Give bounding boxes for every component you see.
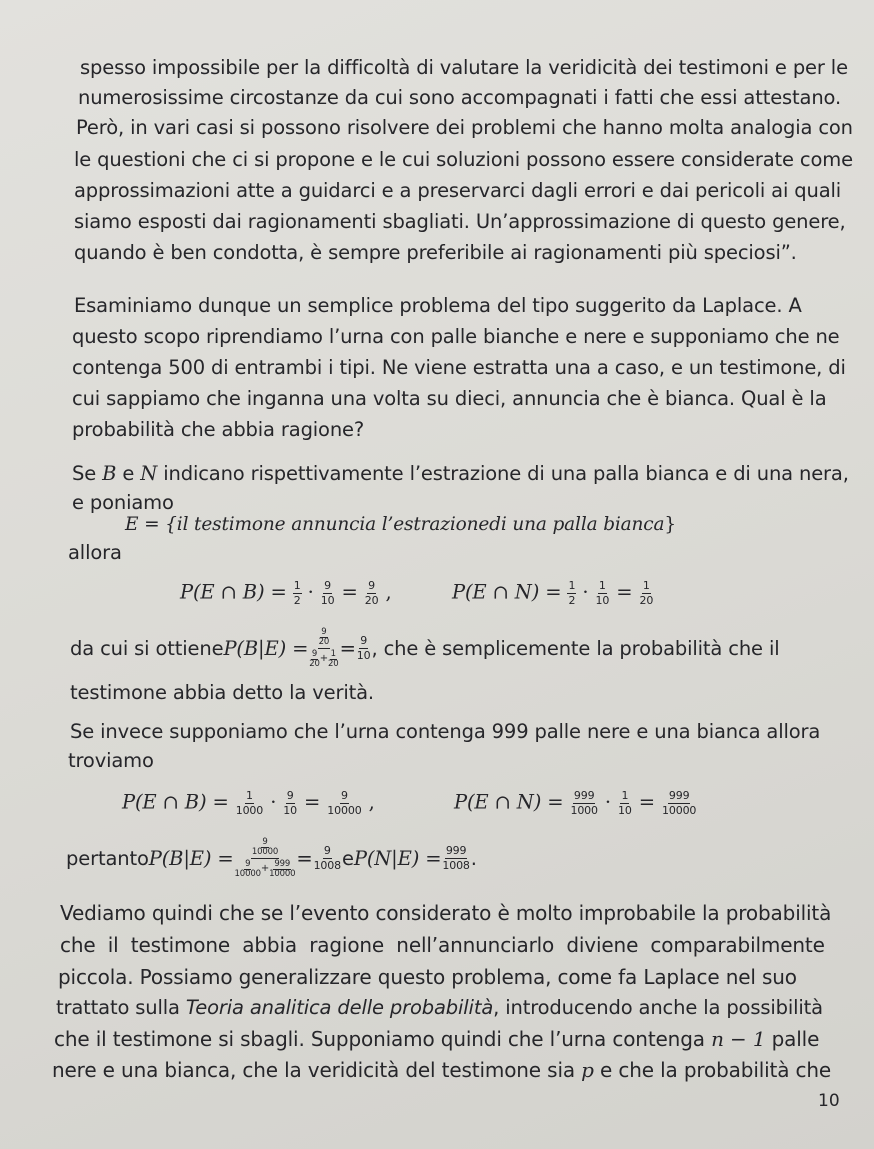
fraction — [617, 790, 633, 816]
book-title: Teoria analitica delle probabilità — [185, 996, 494, 1019]
numerator: 999 — [668, 789, 690, 802]
math-operator: = — [632, 790, 662, 814]
denominator: 10000 — [251, 846, 279, 857]
equation-p-e-and-n — [452, 580, 654, 606]
fraction — [269, 860, 295, 879]
numerator: 9 — [324, 579, 332, 592]
numerator: 1 — [642, 579, 650, 592]
math-fragment: P(B|E) = — [148, 846, 234, 870]
math-fragment: P(E ∩ N) = — [452, 580, 568, 604]
fraction — [252, 838, 278, 857]
text-line — [56, 996, 823, 1019]
result-line-case1 — [70, 628, 780, 669]
text-line: e poniamo — [72, 491, 174, 514]
text-line: le questioni che ci si propone e le cui soluzioni possono essere considerate come — [74, 148, 853, 171]
text-line: spesso impossibile per la difficoltà di valutare la veridicità dei testimoni e per le — [80, 56, 848, 79]
math-fragment: p — [581, 1058, 594, 1082]
numerator: 9 — [321, 627, 327, 637]
denominator: 10 — [618, 803, 632, 817]
fraction — [638, 580, 654, 606]
denominator: 10000 — [327, 803, 362, 817]
numerator: 9 — [368, 579, 376, 592]
numerator: 9 — [245, 858, 251, 869]
numerator: 9 — [262, 837, 268, 847]
math-fragment: P(N|E) = — [353, 846, 442, 870]
text-line: contenga 500 di entrambi i tipi. Ne viene estratta una a caso, e un testimone, di — [72, 356, 846, 379]
numerator: 999 — [573, 789, 595, 802]
math-operator: · — [598, 790, 618, 814]
text-line: siamo esposti dai ragionamenti sbagliati. Un’approssimazione di questo genere, — [74, 210, 846, 233]
word: che il testimone abbia ragione nell’annunciarlo diviene comparabilmente — [60, 933, 825, 957]
text-line: cui sappiamo che inganna una volta su dieci, annuncia che è bianca. Qual è la — [72, 387, 827, 410]
fraction — [356, 635, 372, 661]
text-line — [72, 462, 849, 485]
fraction — [661, 790, 697, 816]
denominator: 2 — [568, 593, 576, 607]
compound-numerator — [318, 628, 331, 649]
denominator: 20 — [639, 593, 654, 607]
equation-p-e-and-n-case2 — [454, 790, 697, 816]
math-operator: = — [339, 636, 356, 660]
math-operator: , — [379, 580, 392, 604]
math-fragment: P(E ∩ B) = — [180, 580, 293, 604]
fraction — [567, 580, 576, 606]
math-fragment: P(E ∩ B) = — [122, 790, 235, 814]
compound-denominator — [308, 649, 339, 669]
text-line: Però, in vari casi si possono risolvere dei problemi che hanno molta analogia con — [76, 116, 853, 139]
text-fragment: e — [116, 462, 141, 485]
text-fragment: nere e una bianca, che la veridicità del testimone sia — [52, 1058, 582, 1082]
fraction — [320, 580, 336, 606]
fraction — [309, 650, 320, 669]
fraction — [282, 790, 298, 816]
text-fragment: Se — [72, 462, 103, 485]
denominator: 20 — [318, 636, 330, 647]
text-line: questo scopo riprendiamo l’urna con palle bianche e nere e supponiamo che ne — [72, 325, 840, 348]
fraction — [441, 845, 470, 871]
denominator: 1000 — [235, 803, 264, 817]
math-fragment: } — [664, 514, 677, 535]
denominator: 10 — [356, 648, 371, 662]
numerator: 9 — [311, 648, 318, 659]
text-fragment: , introducendo anche la possibilità — [493, 996, 823, 1019]
numerator: 9 — [360, 634, 368, 648]
math-operator: = — [298, 790, 327, 814]
equation-p-e-and-b — [180, 580, 392, 606]
compound-denominator — [234, 859, 297, 879]
text-fragment: e che la probabilità che — [593, 1058, 832, 1082]
text-line: piccola. Possiamo generalizzare questo problema, come fa Laplace nel suo — [58, 965, 797, 989]
text-fragment: trattato sulla — [56, 996, 186, 1019]
text-fragment: che il testimone si sbagli. Supponiamo quindi che l’urna contenga — [54, 1027, 712, 1051]
denominator: 1000 — [570, 803, 598, 817]
text-line: allora — [68, 541, 122, 564]
text-line: quando è ben condotta, è sempre preferibile ai ragionamenti più speciosi”. — [74, 241, 797, 264]
math-fragment: E = { — [125, 514, 177, 535]
numerator: 1 — [621, 789, 629, 802]
text-fragment: , che è semplicemente la probabilità che il — [371, 636, 780, 660]
denominator: 10000 — [234, 868, 261, 879]
denominator: 10000 — [269, 868, 296, 879]
denominator: 2 — [293, 593, 301, 607]
fraction — [569, 790, 598, 816]
math-text: il testimone annuncia l’estrazionedi una palla bianca — [176, 514, 665, 535]
text-fragment: palle — [765, 1027, 820, 1051]
equation-p-e-and-b-case2 — [122, 790, 375, 816]
numerator: 1 — [246, 789, 253, 802]
math-symbol: N — [140, 462, 158, 485]
numerator: 1 — [330, 648, 336, 659]
fraction — [326, 790, 362, 816]
math-operator: · — [576, 580, 595, 604]
math-fragment: n − 1 — [711, 1027, 766, 1051]
text-fragment: pertanto — [66, 846, 149, 870]
text-line: numerosissime circostanze da cui sono accompagnati i fatti che essi attestano. — [78, 86, 842, 109]
numerator: 999 — [445, 844, 467, 858]
math-operator: = — [296, 846, 313, 870]
fraction — [319, 628, 330, 647]
denominator: 1008 — [313, 858, 341, 872]
text-line: testimone abbia detto la verità. — [70, 681, 374, 704]
math-operator: . — [470, 846, 477, 870]
denominator: 10 — [283, 803, 297, 817]
denominator: 10000 — [662, 803, 697, 817]
denominator: 10 — [320, 593, 335, 607]
fraction — [313, 845, 342, 871]
math-operator: · — [301, 580, 320, 604]
denominator: 20 — [364, 593, 379, 607]
math-fragment: P(E ∩ N) = — [454, 790, 570, 814]
denominator: 20 — [328, 658, 339, 669]
math-fragment: P(B|E) = — [223, 636, 309, 660]
text-line: probabilità che abbia ragione? — [72, 418, 365, 441]
page-number: 10 — [818, 1091, 840, 1111]
text-fragment: indicano rispettivamente l’estrazione di una palla bianca e di una nera, — [157, 462, 849, 485]
numerator: 999 — [274, 858, 291, 869]
fraction — [364, 580, 380, 606]
math-operator: + — [319, 653, 329, 665]
compound-fraction — [234, 838, 297, 879]
numerator: 1 — [598, 579, 606, 592]
fraction — [235, 860, 261, 879]
denominator: 10 — [595, 593, 610, 607]
fraction — [293, 580, 302, 606]
fraction — [328, 650, 339, 669]
text-line: Esaminiamo dunque un semplice problema del tipo suggerito da Laplace. A — [74, 294, 802, 317]
fraction — [235, 790, 264, 816]
text-fragment: e — [341, 846, 354, 870]
math-operator: = — [610, 580, 639, 604]
event-definition — [125, 514, 676, 535]
compound-fraction — [308, 628, 339, 669]
result-line-case2 — [66, 838, 477, 879]
text-fragment: da cui si ottiene — [70, 636, 224, 660]
compound-numerator — [251, 838, 279, 859]
denominator: 20 — [309, 658, 320, 669]
numerator: 1 — [293, 579, 301, 592]
text-line-justified — [60, 933, 825, 957]
text-line: approssimazioni atte a guidarci e a preservarci dagli errori e dai pericoli ai quali — [74, 179, 842, 202]
text-line: troviamo — [68, 749, 154, 772]
math-operator: , — [362, 790, 375, 814]
numerator: 9 — [323, 844, 331, 858]
math-symbol: B — [102, 462, 117, 485]
text-line: Vediamo quindi che se l’evento considerato è molto improbabile la probabilità — [60, 901, 832, 925]
denominator: 1008 — [442, 858, 470, 872]
numerator: 9 — [340, 789, 348, 802]
numerator: 9 — [286, 789, 294, 802]
text-line — [54, 1027, 819, 1051]
text-line: Se invece supponiamo che l’urna contenga 999 palle nere e una bianca allora — [70, 720, 821, 743]
math-operator: + — [260, 863, 270, 875]
text-line — [52, 1058, 831, 1082]
fraction — [594, 580, 610, 606]
math-operator: · — [264, 790, 283, 814]
numerator: 1 — [568, 579, 576, 592]
math-operator: = — [335, 580, 364, 604]
